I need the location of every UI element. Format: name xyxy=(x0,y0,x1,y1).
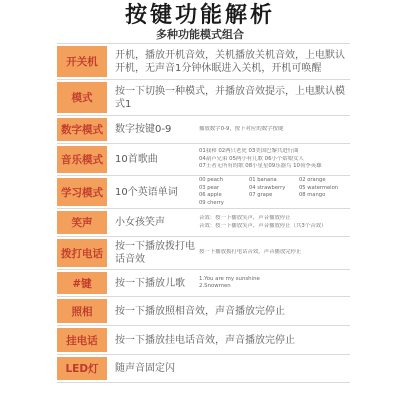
row-label: 数字模式 xyxy=(57,118,107,141)
row-label: #键 xyxy=(57,272,107,294)
row-description: 10个英语单词 xyxy=(115,186,178,198)
page-subtitle: 多种功能模式组合 xyxy=(156,28,244,41)
word-item: 07 grape xyxy=(249,192,273,198)
word-item: 04 strawberry xyxy=(249,184,286,191)
page-header xyxy=(0,0,400,48)
row-label: 模式 xyxy=(57,82,107,113)
table-row-power xyxy=(57,44,350,80)
detail-line: 04葫芦兄弟 05两小有儿歌 06小个姑娘女人 xyxy=(199,155,304,162)
detail-line: 播放数字0-9，按下对应的数字按键 xyxy=(199,125,284,132)
row-content xyxy=(115,355,350,382)
table-row-learning-mode xyxy=(57,176,350,209)
row-description: 按一下播放照相音效，声音播放完停止 xyxy=(115,305,285,317)
table-row-laugh xyxy=(57,209,350,237)
word-item: 05 watermelon xyxy=(299,184,339,191)
row-label: 学习模式 xyxy=(57,178,107,206)
row-content xyxy=(115,326,350,354)
row-description: 按一下播放儿歌 xyxy=(115,277,185,289)
word-item: 08 mango xyxy=(299,192,326,198)
row-description: 小女孩笑声 xyxy=(115,217,165,228)
row-content xyxy=(115,209,350,236)
row-details xyxy=(197,148,350,171)
row-content xyxy=(115,176,350,208)
row-content xyxy=(115,144,350,175)
row-label: 照相 xyxy=(57,299,107,323)
table-row-dial-call xyxy=(57,237,350,270)
row-content xyxy=(115,237,350,269)
table-row-mode xyxy=(57,80,350,116)
row-description: 数字按键0-9 xyxy=(115,124,172,135)
table-row-hash-key xyxy=(57,270,350,297)
detail-line: 按一下播放拨打电话音效，声音播放完停止 xyxy=(199,249,302,256)
row-content xyxy=(115,297,350,325)
detail-line: 1.You are my sunshine xyxy=(199,275,260,282)
word-item: 06 apple xyxy=(199,192,222,198)
row-description: 10首歌曲 xyxy=(115,154,158,165)
row-description: 开机，播放开机音效，关机播放关机音效，上电默认开机，无声音1分钟休眠进入关机，开机可唤醒 xyxy=(115,49,345,74)
row-label: 音乐模式 xyxy=(57,146,107,173)
row-details xyxy=(197,249,350,257)
row-description: 随声音固定闪 xyxy=(115,363,175,374)
row-description: 按一下播放挂电话音效，声音播放完停止 xyxy=(115,334,295,346)
row-label: LED灯 xyxy=(57,357,107,380)
word-item: 00 peach xyxy=(199,177,224,183)
page-title: 按键功能解析 xyxy=(124,3,275,28)
row-description: 按一下切换一种模式，并播放音效提示，上电默认模式1 xyxy=(115,85,345,110)
function-table xyxy=(57,43,350,383)
detail-line: 音效：按一下播放笑声，声音播放停止 xyxy=(199,215,291,221)
row-content xyxy=(115,80,350,115)
row-label: 笑声 xyxy=(57,211,107,234)
row-label: 拨打电话 xyxy=(57,239,107,267)
table-row-music-mode xyxy=(57,144,350,176)
row-content xyxy=(115,44,350,79)
row-details xyxy=(197,126,350,134)
word-item: 09 cherry xyxy=(199,199,224,206)
detail-line: 2.Snowmen xyxy=(199,283,231,289)
row-details xyxy=(197,215,350,230)
row-details xyxy=(197,276,350,291)
table-row-led xyxy=(57,355,350,383)
detail-line: 07王者无所有的歌 08小星星09乐器鸟 10荷李英雄 xyxy=(199,163,322,170)
detail-line: 音效：按一下播放笑声，声音播放停止（共3个音效） xyxy=(199,222,327,229)
row-label: 挂电话 xyxy=(57,328,107,352)
word-item: 02 orange xyxy=(299,177,326,183)
table-row-hang-up xyxy=(57,326,350,355)
word-item: 01 banana xyxy=(249,177,277,183)
row-description: 按一下播放拨打电话音效 xyxy=(115,241,195,265)
word-list xyxy=(197,177,350,207)
row-content xyxy=(115,270,350,296)
detail-line: 01我和 02两只老虎 03美国巴黎共进行曲 xyxy=(199,148,299,155)
row-label: 开关机 xyxy=(57,46,107,77)
row-content xyxy=(115,116,350,143)
table-row-camera xyxy=(57,297,350,326)
word-item: 03 pear xyxy=(199,184,220,191)
table-row-number-mode xyxy=(57,116,350,144)
